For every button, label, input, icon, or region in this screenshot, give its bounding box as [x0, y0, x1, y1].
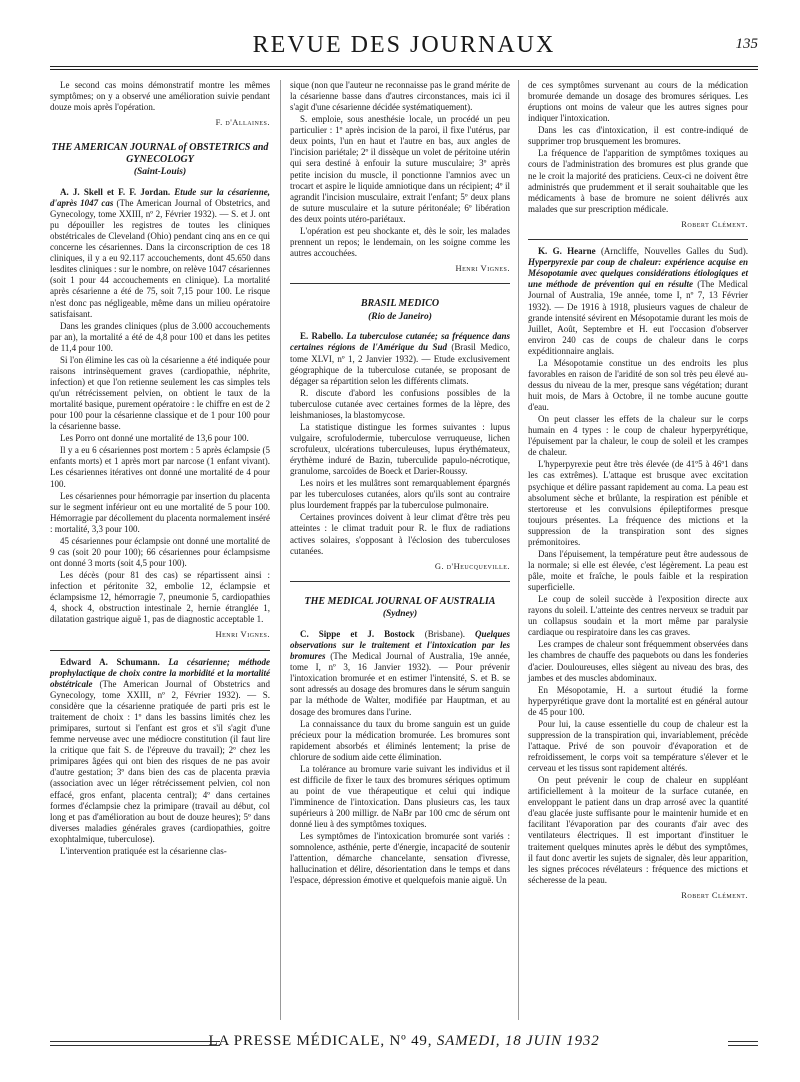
paragraph: R. discute d'abord les confusions possibles de la tuberculose cutanée avec certaines formes de la lèpre, des leishmanioses, la blastomycose. [290, 387, 510, 420]
paragraph: Les Porro ont donné une mortalité de 13,6 pour 100. [60, 433, 249, 444]
paragraph: L'opération est peu shockante et, dès le soir, les malades prennent un repos; le lendemain, on les soigne comme les autres accouchées. [290, 225, 510, 258]
article-body: (The American Journal of Obstetrics and Gynecology, tome XXIII, nº 2, Février 1932). — S. considère que la césarienne pratiquée de parti pris est le traitement de choix : 1º dans les bassins limités chez les primipares, surtout si l'enfant est gros et s'il s'agit d'une femme nerveuse avec une médiocre constitution (il faut lire la critique que fait S. de l'épreuve du travail); 2º chez les primipares âgées qui ont bien des risques de ne pas avoir d'autre gestation; 3º dans bien des cas de placenta prævia (association avec un léger rétrécissement pelvien, col non effacé, gros enfant, placenta central); 4º dans certaines formes d'éclampsie chez la primipare (travail au début, col long et pas d'amélioration au bout de douze heures); 5º dans diverses maladies générales graves (cardiopathies, goitre exophtalmique, tuberculose). [50, 678, 271, 844]
column-3 [528, 80, 748, 910]
paragraph: L'hyperpyrexie peut être très élevée (de 41º5 à 46º1 dans les cas extrêmes). L'attaque est brusque avec excitation psychique et délire passant rapidement au coma. La peau est absolument sèche et brûlante, la respiration est pénible et stertoreuse et les convulsions épileptiformes presque toujours présentes. La fréquence des mictions et la suppression de la transpiration sont des signes prémonitoires. [528, 459, 748, 547]
article-abstract [50, 187, 270, 320]
author-signature: Robert Clément. [681, 218, 748, 229]
journal-city: (Sydney) [382, 609, 418, 620]
author-signature: Henri Vignes. [455, 263, 510, 273]
paragraph: La Mésopotamie constitue un des endroits les plus favorables en raison de l'aridité de son sol très peu élevé au-dessus du niveau de la mer, presque sans végétation; durant huit mois, de Mars à Octobre, il ne tombe aucune goutte d'eau. [528, 357, 748, 413]
paragraph: sique (non que l'auteur ne reconnaisse pas le grand mérite de la césarienne basse dans d'autres circonstances, mais ici il s'agit d'une césarienne décidée systématiquement). [290, 80, 510, 113]
paragraph: La fréquence de l'apparition de symptômes toxiques au cours de l'administration des bromures est plus grande que ne le croit la majorité des praticiens. Ceux-ci ne doivent être administrés que prudemment et il serait souhaitable que les médicaments à base de bromure ne soient délivrés aux malades que sur prescription médicale. [528, 148, 748, 214]
article-abstract [290, 331, 510, 386]
paragraph: 45 césariennes pour éclampsie ont donné une mortalité de 9 cas (soit 20 pour 100); 66 césariennes pour éclampsisme ont donné 3 morts (soit 4,5 pour 100). [50, 535, 270, 568]
paragraph: Le coup de soleil succède à l'exposition directe aux rayons du soleil. L'atteinte des centres nerveux se traduit par un collapsus soudain et la mort même par paralysie cardiaque ou respiratoire dans les cas graves. [528, 594, 748, 638]
article-body: (The American Journal of Obstetrics, and Gynecology, tome XXIII, nº 2, Février 1932). — S. et J. ont pu dépouiller les registres de toutes les cliniques obstétricales de Cleveland (Ohio) pendant cinq ans en ce qui concerne les césariennes. Dans la circonscription de ces 18 cliniques, il y a eu 92.117 accouchements, dont 45.650 dans lesdites cliniques : sur le nombre, on relève 1047 césariennes (soit 1 pour 44 accouchements en clinique). La mortalité après césarienne a été de 75, soit 7,15 pour 100. Le risque n'est donc pas négligeable, même dans un milieu opératoire satisfaisant. [50, 197, 271, 319]
paragraph: Les crampes de chaleur sont fréquemment observées dans les chambres de chauffe des paquebots ou dans les fonderies d'acier. Douloureuses, elles siègent au niveau des bras, des jambes et des muscles abdominaux. [528, 639, 748, 683]
journal-section-title: REVUE DES JOURNAUX [252, 32, 556, 58]
paragraph: Dans les cas d'intoxication, il est contre-indiqué de supprimer trop brusquement les bromures. [528, 125, 748, 147]
journal-city: (Saint-Louis) [133, 167, 187, 178]
article-title: Quelques observations sur le traitement et l'intoxication par les bromures [290, 629, 511, 662]
article-title: Hyperpyrexie par coup de chaleur: expérience acquise en Mésopotamie avec quelques considérations étiologiques et une méthode de prévention qui en résulte [528, 257, 748, 290]
section-rule [528, 239, 748, 240]
footer-text [50, 1033, 758, 1050]
column-2 [290, 80, 510, 888]
article-authors: Edward A. Schumann. [60, 656, 160, 667]
section-rule [50, 650, 270, 651]
footer-publication: LA PRESSE MÉDICALE, Nº 49, [208, 1033, 433, 1049]
article-authors: A. J. Skell et F. F. Jordan. [60, 186, 171, 197]
article-place: (Brisbane). [424, 629, 465, 640]
paragraph: Le second cas moins démonstratif montre les mêmes symptômes; on y a observé une amélioration suivie pendant douze mois après l'opération. [50, 80, 270, 113]
column-1 [50, 80, 270, 858]
author-signature: F. d'Allaines. [215, 117, 270, 128]
article-abstract [528, 246, 748, 357]
paragraph: On peut prévenir le coup de chaleur en suppléant artificiellement à la moiteur de la surface cutanée, en enveloppant le patient dans un drap arrosé avec la quantité d'eau glacée juste suffisante pour le maintenir humide et en facilitant l'évaporation par des courants d'air avec des ventilateurs électriques. Il est important d'instituer le traitement quelques minutes après le début des symptômes, il faut donc avertir les sujets de signaler, dès leur apparition, les signes précoces révélateurs : fréquence des mictions et sécheresse de la peau. [528, 775, 748, 885]
article-title: La césarienne; méthode prophylactique de choix contre la morbidité et la mortalité obstétricale [50, 656, 270, 689]
paragraph: La statistique distingue les formes suivantes : lupus vulgaire, scrofulodermie, tuberculose verruqueuse, lichen scrofuleux, ulcérations tuberculeuses, lupus érythémateux, érythème induré de Bazin, tuberculide papulo-nécrotique, granulome, sarcoïdes de Boeck et Darier-Roussy. [290, 421, 510, 477]
paragraph: Dans l'épuisement, la température peut être audessous de la normale; si elle est élevée, c'est légèrement. La peau est pâle, moite et fraîche, le pouls faible et la respiration superficielle. [528, 548, 748, 593]
paragraph: La tolérance au bromure varie suivant les individus et il est difficile de fixer le taux des bromures sériques optimum au point de vue thérapeutique et celui qui indique l'imminence de l'intoxication. Dans plusieurs cas, les taux supérieurs à 200 milligr. de NaBr par 100 cmc de sérum ont donné lieu à des symptômes toxiques. [290, 763, 510, 830]
author-signature: G. d'Heucqueville. [434, 560, 510, 571]
section-rule [290, 581, 510, 582]
journal-heading: THE MEDICAL JOURNAL OF AUSTRALIA [304, 596, 496, 608]
paragraph: S. emploie, sous anesthésie locale, un procédé un peu particulier : 1º après incision de la paroi, il fixe l'utérus, par deux points, l'un en haut et l'autre en bas, aux angles de l'incision pariétale; 2º il dissèque un volet de péritoine utérin qui sera destiné à enfouir la suture musculaire; 3º après petite incision du muscle, il ponctionne l'amnios avec un trocart et aspire le liquide amniotique dans un récipient; 4º il agrandit l'incision musculaire, extrait l'enfant; 5º deux plans de suture musculaire et la suture péritonéale; 6º libération des deux points utéro-pariétaux. [290, 114, 510, 224]
paragraph: Certaines provinces doivent à leur climat d'être très peu atteintes : le climat traduit pour R. le flux de radiations actives solaires, s'opposant à l'éclosion des tuberculoses cutanées. [290, 512, 510, 556]
paragraph: Les césariennes pour hémorragie par insertion du placenta sur le segment inférieur ont eu une mortalité de 5 pour 100. Hémorragie par décollement du placenta normalement inséré : mortalité, 3,3 pour 100. [50, 490, 270, 534]
paragraph: de ces symptômes survenant au cours de la médication bromurée demande un dosage des bromures sériques. Les éruptions ont moins de valeur que les autres signes pour indiquer l'intoxication. [528, 80, 748, 124]
paragraph: La connaissance du taux du brome sanguin est un guide précieux pour la médication bromurée. Les bromures sont rapidement absorbés et éliminés lentement; la prise de chlorure de sodium aide cette élimination. [290, 718, 510, 762]
paragraph: Les noirs et les mulâtres sont remarquablement épargnés par les tuberculoses cutanées, alors qu'ils sont au contraire plus lourdement frappés par la tuberculose pulmonaire. [290, 478, 510, 511]
paragraph: Les décès (pour 81 des cas) se répartissent ainsi : infection et péritonite 32, embolie 12, éclampsie et éclampsisme 12, hémorragie 7, pneumonie 5, cardiopathies 4, shock 4, obstruction intestinale 2, hernie étranglée 1, dilatation gastrique aiguë 1, pas de diagnostic acceptable 1. [50, 570, 270, 625]
article-authors: E. Rabello. [300, 331, 344, 342]
running-footer [50, 1033, 758, 1055]
journal-city: (Rio de Janeiro) [368, 311, 432, 322]
header-rule-2 [50, 69, 758, 70]
page-number: 135 [735, 36, 758, 52]
article-abstract [290, 629, 510, 718]
article-authors: C. Sippe et J. Bostock [300, 629, 415, 640]
paragraph: En Mésopotamie, H. a surtout étudié la forme hyperpyrétique grave dont la mortalité est en général autour de 45 pour 100. [528, 684, 748, 717]
paragraph: Dans les grandes cliniques (plus de 3.000 accouchements par an), la mortalité a été de 4,8 pour 100 et dans les petites de 11,4 pour 100. [50, 320, 270, 353]
paragraph: L'intervention pratiquée est la césarienne clas- [60, 845, 227, 856]
header-rule [50, 66, 758, 67]
running-header [50, 30, 758, 66]
paragraph: Pour lui, la cause essentielle du coup de chaleur est la suppression de la transpiration qui, invariablement, précède l'attaque. Privé de son pouvoir d'évaporation et de refroidissement, le corps voit sa température s'élever et le cerveau et les tissus sont rapidement altérés. [528, 718, 748, 774]
paragraph: Si l'on élimine les cas où la césarienne a été indiquée pour raisons intrinsèquement graves (cardiopathie, néphrite, infection) et que l'on retienne seulement les cas simples tels qu'un rétrécissement pelvien, on obtient le taux de la mortalité basique, purement opératoire : le chiffre en est de 2 pour 100 pour la césarienne classique et de 1 pour 100 pour la césarienne basse. [50, 354, 270, 432]
paragraph: Il y a eu 6 césariennes post mortem : 5 après éclampsie (5 enfants morts) et 1 après mort par narcose (1 enfant vivant). Les césariennes itératives ont donné une mortalité de 4 pour 100. [50, 445, 270, 489]
article-title: Etude sur la césarienne, d'après 1047 cas [50, 186, 270, 208]
article-body: (The Medical Journal of Australia, 19e année, tome I, nº 3, 16 Janvier 1932). — Pour prévenir l'intoxication bromurée et en estimer l'intensité, S. et B. se sont adressés au dosage des bromures dans le sérum sanguin par la méthode de Walter, modifiée par Hauptman, et au dosage des bromures dans l'urine. [290, 651, 510, 717]
author-signature: Henri Vignes. [215, 629, 270, 640]
article-abstract [50, 657, 270, 845]
article-place: (Arncliffe, Nouvelles Galles du Sud). [600, 246, 748, 257]
column-divider-1 [280, 80, 281, 1020]
journal-heading: BRASIL MEDICO [360, 298, 440, 310]
article-title: La tuberculose cutanée; sa fréquence dans certaines régions de l'Amérique du Sud [290, 331, 510, 353]
article-body: (The Medical Journal of Australia, 19e année, tome I, nº 7, 13 Février 1932). — De 1916 à 1918, plusieurs vagues de chaleur de grande intensité sévirent en Mésopotamie durant les mois de Juillet, Août, Septembre et H. eut l'occasion d'observer environ 240 cas de coups de chaleur dans le corps expéditionnaire anglais. [528, 279, 749, 356]
article-authors: K. G. Hearne [538, 246, 596, 257]
column-divider-2 [518, 80, 519, 1020]
paragraph: Les symptômes de l'intoxication bromurée sont variés : somnolence, asthénie, perte d'énergie, incapacité de soutenir l'attention, démarche chancelante, sensation d'ivresse, hallucination et délire, désorientation dans le temps et dans l'espace, dépression émotive et quelquefois manie aiguë. Un [290, 831, 510, 886]
author-signature: Robert Clément. [681, 889, 748, 900]
journal-heading: THE AMERICAN JOURNAL of OBSTETRICS and GYNECOLOGY [51, 141, 269, 165]
footer-date: SAMEDI, 18 JUIN 1932 [436, 1033, 600, 1049]
article-body: (Brasil Medico, tome XLVI, nº 1, 2 Janvier 1932). — Etude exclusivement géographique de la tuberculose cutanée, se proposant de dégager sa répartition selon les différents climats. [290, 342, 510, 386]
paragraph: On peut classer les effets de la chaleur sur le corps humain en 4 types : le coup de chaleur hyperpyrétique, l'épuisement par la chaleur, le coup de soleil et les crampes de chaleur. [528, 414, 748, 458]
section-rule [290, 283, 510, 284]
